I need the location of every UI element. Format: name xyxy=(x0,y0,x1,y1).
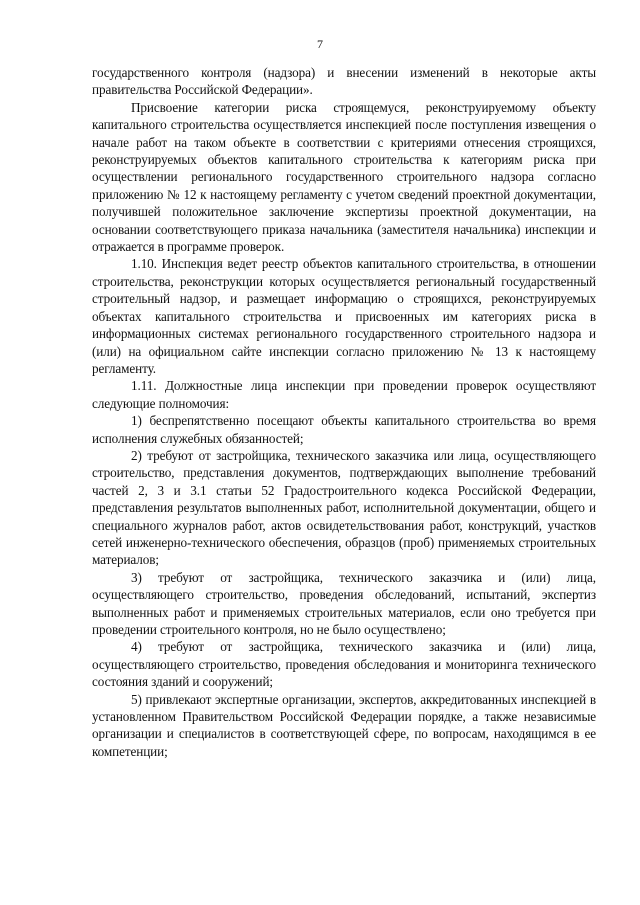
list-item-1: 1) беспрепятственно посещают объекты капитального строительства во время исполнения служебных обязанностей; xyxy=(92,413,596,446)
list-item-4: 4) требуют от застройщика, технического заказчика и (или) лица, осуществляющего строительство, проведения обследования и мониторинга технического состояния зданий и сооружений; xyxy=(92,639,596,690)
paragraph-1-10: 1.10. Инспекция ведет реестр объектов капитального строительства, в отношении строительства, реконструкции которых осуществляется региональный государственный строительный надзор, и размещает информацию о строящихся, реконструируемых объектах капитального строительства и присвоенных им категориях риска в информационных системах регионального государственного строительного надзора и (или) на официальном сайте инспекции согласно приложению № 13 к настоящему регламенту. xyxy=(92,256,596,376)
paragraph-1-11: 1.11. Должностные лица инспекции при проведении проверок осуществляют следующие полномочия: xyxy=(92,378,596,411)
page-number: 7 xyxy=(317,37,323,51)
list-item-2: 2) требуют от застройщика, технического заказчика или лица, осуществляющего строительство, представления документов, подтверждающих выполнение требований частей 2, 3 и 3.1 статьи 52 Градостроительного кодекса Российской Федерации, представления результатов выполненных работ, исполнительной документации, общего и специального журналов работ, актов освидетельствования работ, конструкций, участков сетей инженерно-технического обеспечения, образцов (проб) применяемых строительных материалов; xyxy=(92,447,596,568)
document-body xyxy=(92,64,596,760)
list-item-3: 3) требуют от застройщика, технического заказчика и (или) лица, осуществляющего строительство, проведения обследований, испытаний, экспертиз выполненных работ и применяемых строительных материалов, если оно требуется при проведении строительного контроля, но не было осуществлено; xyxy=(92,569,596,637)
paragraph-risk-category: Присвоение категории риска строящемуся, реконструируемому объекту капитального строительства осуществляется инспекцией после поступления извещения о начале работ на таком объекте в соответствии с критериями отнесения строящихся, реконструируемых объектов капитального строительства к категориям риска при осуществлении регионального государственного строительного надзора согласно приложению № 12 к настоящему регламенту с учетом сведений проектной документации, получившей положительное заключение экспертизы проектной документации, на основании соответствующего приказа начальника (заместителя начальника) инспекции и отражается в программе проверок. xyxy=(92,99,596,255)
list-item-5: 5) привлекают экспертные организации, экспертов, аккредитованных инспекцией в установленном Правительством Российской Федерации порядке, а также независимые организации и специалистов в соответствующей сфере, по вопросам, находящимся в ее компетенции; xyxy=(92,691,596,759)
paragraph-continuation: государственного контроля (надзора) и внесении изменений в некоторые акты правительства Российской Федерации». xyxy=(92,65,596,98)
